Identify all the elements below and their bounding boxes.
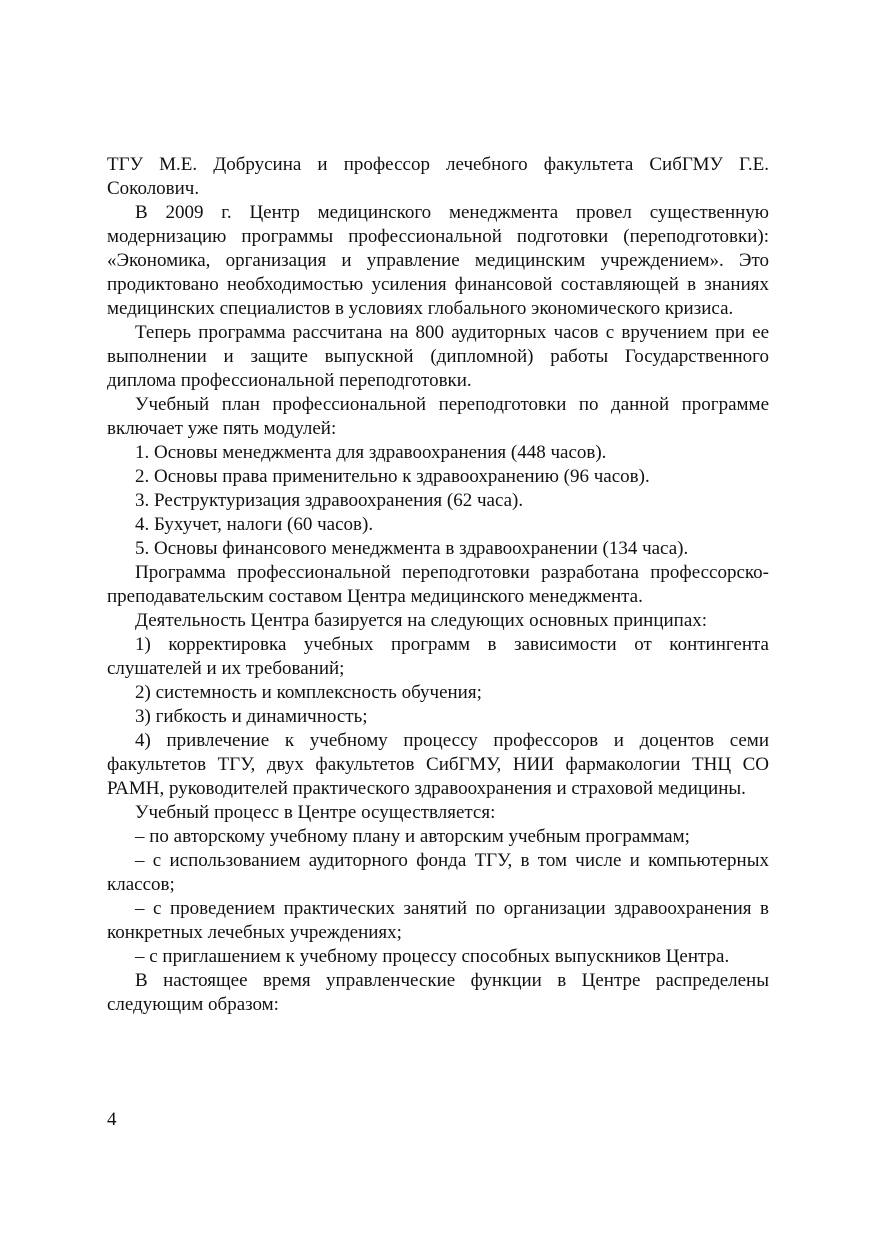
paragraph-management-functions: В настоящее время управленческие функции в Центре распределены следующим образом:: [107, 970, 769, 1015]
body-text: [107, 153, 769, 1017]
paragraph-program-developers: Программа профессиональной переподготовки разработана профессорско-преподавательским составом Центра медицинского менеджмента.: [107, 562, 769, 607]
process-item-2: – с использованием аудиторного фонда ТГУ, в том числе и компьютерных классов;: [107, 850, 769, 895]
paragraph-2009-modernization: В 2009 г. Центр медицинского менеджмента провел существенную модернизацию программы профессиональной подготовки (переподготовки): «Экономика, организация и управление медицинским учреждением». Это продиктовано необходимостью усиления финансовой составляющей в знаниях медицинских специалистов в условиях глобального экономического кризиса.: [107, 202, 769, 319]
paragraph-program-hours: Теперь программа рассчитана на 800 аудиторных часов с вручением при ее выполнении и защите выпускной (дипломной) работы Государственного диплома профессиональной переподготовки.: [107, 322, 769, 391]
principle-item-4: 4) привлечение к учебному процессу профессоров и доцентов семи факультетов ТГУ, двух факультетов СибГМУ, НИИ фармакологии ТНЦ СО РАМН, руководителей практического здравоохранения и страховой медицины.: [107, 730, 769, 799]
paragraph-continuation: ТГУ М.Е. Добрусина и профессор лечебного факультета СибГМУ Г.Е. Соколович.: [107, 154, 769, 199]
process-item-3: – с проведением практических занятий по организации здравоохранения в конкретных лечебных учреждениях;: [107, 898, 769, 943]
process-item-4: – с приглашением к учебному процессу способных выпускников Центра.: [135, 946, 730, 967]
paragraph-curriculum-intro: Учебный план профессиональной переподготовки по данной программе включает уже пять модулей:: [107, 394, 769, 439]
principle-item-3: 3) гибкость и динамичность;: [135, 706, 368, 727]
module-item-4: 4. Бухучет, налоги (60 часов).: [135, 514, 374, 535]
page-number: 4: [107, 1109, 117, 1130]
process-item-1: – по авторскому учебному плану и авторским учебным программам;: [135, 826, 690, 847]
module-item-3: 3. Реструктуризация здравоохранения (62 часа).: [135, 490, 524, 511]
principle-item-1: 1) корректировка учебных программ в зависимости от контингента слушателей и их требований;: [107, 634, 769, 679]
module-item-5: 5. Основы финансового менеджмента в здравоохранении (134 часа).: [135, 538, 689, 559]
paragraph-process-intro: Учебный процесс в Центре осуществляется:: [135, 802, 496, 823]
principle-item-2: 2) системность и комплексность обучения;: [135, 682, 482, 703]
module-item-2: 2. Основы права применительно к здравоохранению (96 часов).: [135, 466, 650, 487]
module-item-1: 1. Основы менеджмента для здравоохранения (448 часов).: [135, 442, 607, 463]
paragraph-principles-intro: Деятельность Центра базируется на следующих основных принципах:: [135, 610, 708, 631]
